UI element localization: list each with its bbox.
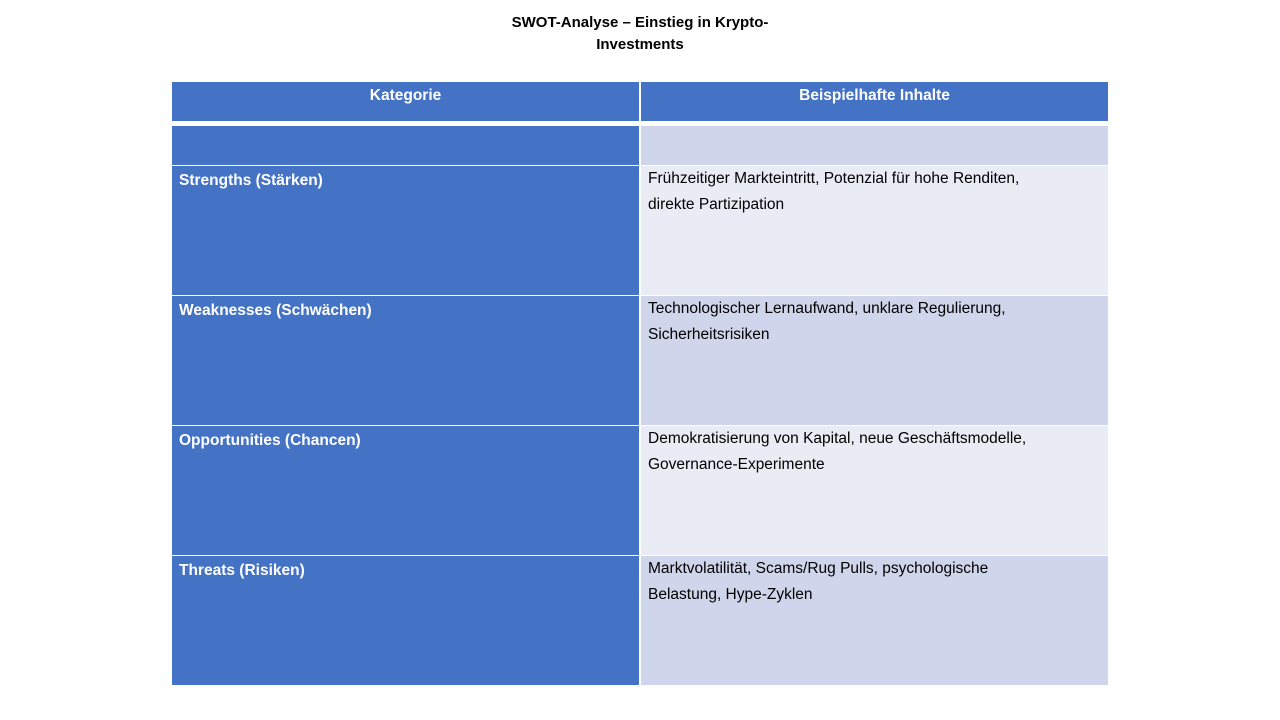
content-line: Marktvolatilität, Scams/Rug Pulls, psychologische (648, 560, 989, 577)
swot-table (172, 82, 1108, 685)
category-cell: Opportunities (Chancen) (172, 426, 639, 555)
header-content: Beispielhafte Inhalte (641, 82, 1108, 121)
table-row-weaknesses (172, 295, 1108, 425)
category-cell: Threats (Risiken) (172, 556, 639, 685)
slide-title-line-1: SWOT-Analyse – Einstieg in Krypto- (511, 14, 769, 31)
content-line: direkte Partizipation (648, 196, 785, 213)
content-line: Demokratisierung von Kapital, neue Geschäftsmodelle, (648, 430, 1027, 447)
content-line: Technologischer Lernaufwand, unklare Regulierung, (648, 300, 1006, 317)
table-row-opportunities (172, 425, 1108, 555)
slide-title-line-2: Investments (596, 36, 684, 53)
table-header-row (172, 82, 1108, 121)
content-line: Belastung, Hype-Zyklen (648, 586, 813, 603)
header-category: Kategorie (172, 82, 639, 121)
slide-title (440, 12, 840, 56)
category-cell: Strengths (Stärken) (172, 166, 639, 295)
content-cell (641, 556, 1108, 685)
table-row-threats (172, 555, 1108, 685)
content-line: Sicherheitsrisiken (648, 326, 770, 343)
content-cell (641, 296, 1108, 425)
content-cell (641, 426, 1108, 555)
content-line: Governance-Experimente (648, 456, 825, 473)
content-line: Frühzeitiger Markteintritt, Potenzial für hohe Renditen, (648, 170, 1020, 187)
category-cell: Weaknesses (Schwächen) (172, 296, 639, 425)
empty-category-cell (172, 126, 639, 165)
table-row-strengths (172, 165, 1108, 295)
empty-row (172, 125, 1108, 165)
content-cell (641, 166, 1108, 295)
empty-content-cell (641, 126, 1108, 165)
